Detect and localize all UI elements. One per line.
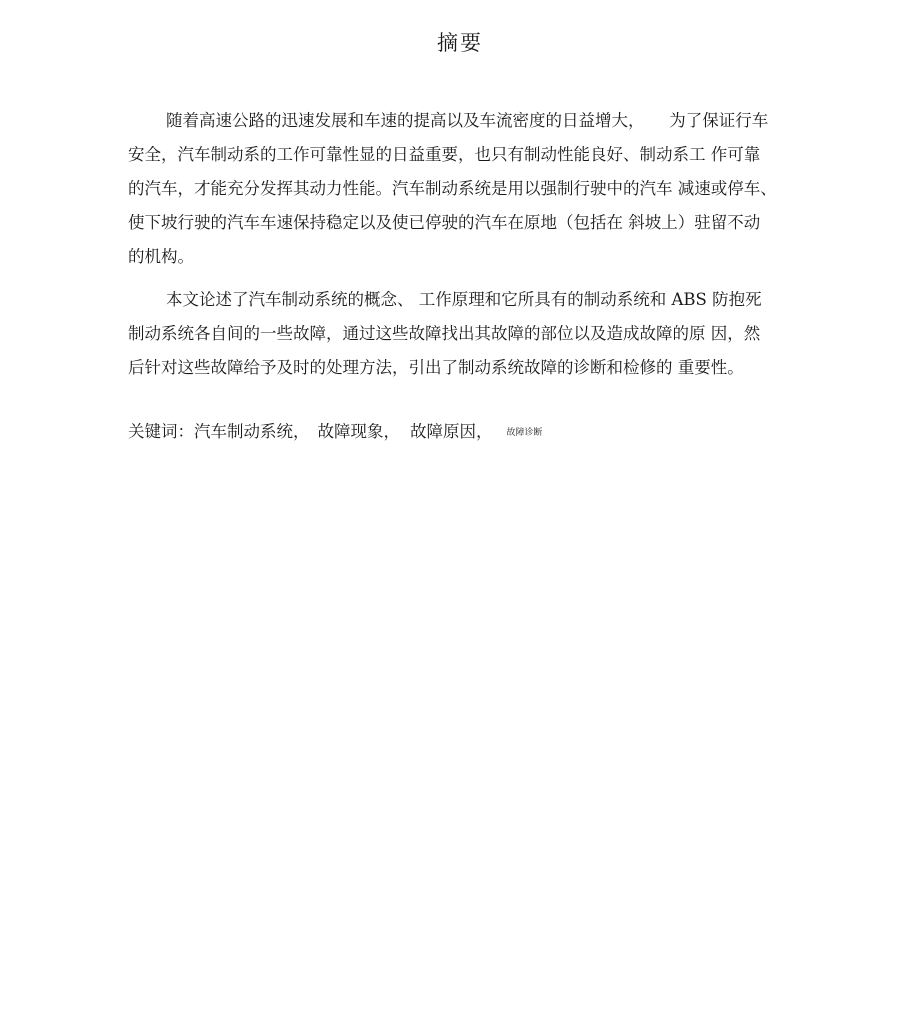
abstract-paragraph-1 [128,104,794,274]
paragraph-line: 使下坡行驶的汽车车速保持稳定以及使已停驶的汽车在原地（包括在 斜坡上）驻留不动 [128,213,761,232]
paragraph-line: 的机构。 [128,247,194,266]
paragraph-line: 本文论述了汽车制动系统的概念、 工作原理和它所具有的制动系统和 ABS 防抱死 [166,290,762,309]
paragraph-line: 后针对这些故障给予及时的处理方法，引出了制动系统故障的诊断和检修的 重要性。 [128,358,744,377]
abstract-title: 摘要 [437,31,483,55]
keywords-label: 关键词： [128,422,194,441]
keyword-item: 故障原因， [410,422,493,441]
paragraph-line: 随着高速公路的迅速发展和车速的提高以及车流密度的日益增大， 为了保证行车 [166,111,769,130]
abstract-paragraph-2 [128,283,794,385]
paragraph-line: 制动系统各自间的一些故障，通过这些故障找出其故障的部位以及造成故障的原 因，然 [128,324,761,343]
keyword-item-small: 故障诊断 [506,427,543,438]
keyword-item: 故障现象， [317,422,400,441]
keyword-item: 汽车制动系统， [194,422,310,441]
paragraph-line: 的汽车，才能充分发挥其动力性能。汽车制动系统是用以强制行驶中的汽车 减速或停车、 [128,179,777,198]
keywords-line [128,418,794,447]
abstract-body [128,104,794,385]
paragraph-line: 安全，汽车制动系的工作可靠性显的日益重要，也只有制动性能良好、制动系工 作可靠 [128,145,761,164]
